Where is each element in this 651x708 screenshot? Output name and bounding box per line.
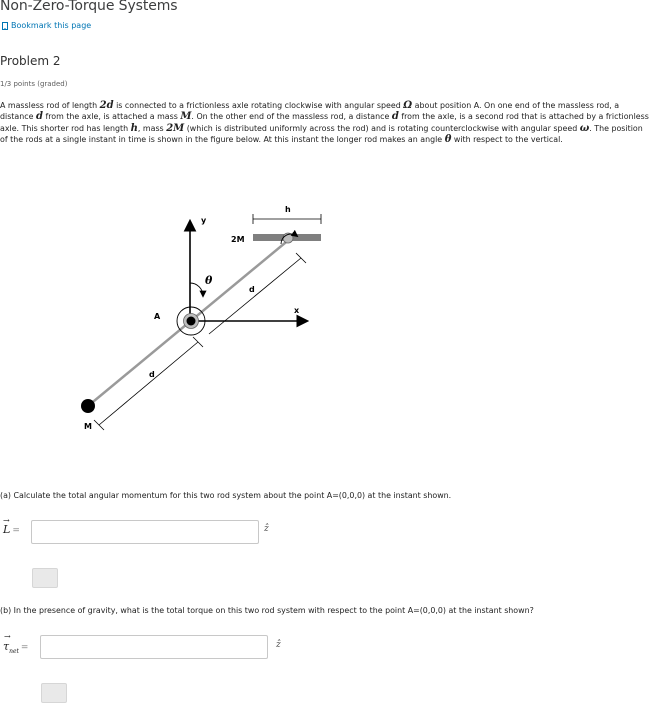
part-b-submit-button[interactable] — [41, 683, 67, 703]
statement-text: from the axle, is a second rod that is attached by a frictionless axle. This shorter rod has length — [0, 112, 649, 133]
y-axis-label: y — [201, 216, 207, 225]
math-variable: θ — [444, 133, 452, 145]
h-label: h — [285, 205, 291, 214]
part-b-symbol: τ — [3, 640, 10, 653]
statement-text: , mass — [137, 123, 167, 133]
bookmark-label: Bookmark this page — [11, 21, 92, 30]
part-a-equals: = — [12, 526, 20, 536]
dimension-tick — [94, 420, 104, 430]
dimension-tick — [296, 253, 306, 263]
math-variable: ω — [579, 122, 590, 134]
part-a-submit-button[interactable] — [32, 568, 58, 588]
part-b-unit: ẑ — [276, 640, 281, 650]
part-b-label: → $\tau_{net}$ = — [3, 632, 29, 656]
bookmark-link[interactable] — [2, 21, 91, 30]
statement-text: about position A. On one end of the massless rod, a distance — [0, 101, 620, 122]
math-variable: d — [391, 111, 399, 123]
net-torque-input[interactable] — [40, 635, 268, 659]
math-variable: d — [35, 111, 43, 123]
statement-text: . The position of the rods at a single instant in time is shown in the figure below. At this instant the longer rod makes an angle — [0, 123, 643, 144]
d-label-upper: d — [249, 285, 255, 294]
part-a-label: → L = — [3, 516, 20, 536]
statement-text: from the axle, is attached a mass — [42, 112, 181, 122]
statement-text: A massless rod of length — [0, 101, 100, 110]
points-badge: 1/3 points (graded) — [0, 80, 68, 88]
math-variable: 2d — [99, 100, 114, 111]
label-2M: 2M — [231, 235, 245, 244]
mass-M — [81, 399, 95, 413]
math-variable: Ω — [403, 100, 413, 111]
statement-text: . On the other end of the massless rod, a distance — [191, 112, 392, 122]
problem-title: Problem 2 — [0, 54, 61, 68]
label-A: A — [154, 312, 161, 321]
physics-figure — [70, 196, 350, 436]
theta-arc — [190, 283, 203, 296]
statement-text: is connected to a frictionless axle rotating clockwise with angular speed — [113, 101, 404, 110]
problem-statement — [0, 100, 649, 145]
angular-momentum-input[interactable] — [31, 520, 259, 544]
page-title: Non-Zero-Torque Systems — [0, 0, 178, 14]
d-label-lower: d — [149, 370, 155, 379]
bookmark-icon — [2, 22, 8, 30]
label-M: M — [84, 422, 92, 431]
part-b-equals: = — [20, 643, 29, 653]
part-a-question: (a) Calculate the total angular momentum for this two rod system about the point A=(0,0,0) at the instant shown. — [0, 491, 452, 500]
statement-text: with respect to the vertical. — [451, 134, 563, 144]
axle-center — [187, 317, 196, 326]
statement-text: (which is distributed uniformly across the rod) and is rotating counterclockwise with angular speed — [184, 123, 580, 133]
math-variable: 2M — [166, 122, 185, 134]
part-b-question: (b) In the presence of gravity, what is the total torque on this two rod system with respect to the point A=(0,0,0) at the instant shown? — [0, 606, 534, 615]
dimension-tick — [193, 337, 203, 347]
math-variable: M — [180, 111, 192, 123]
part-b-subscript: net — [9, 648, 19, 656]
theta-label: θ — [205, 274, 213, 287]
part-a-symbol: L — [3, 523, 11, 536]
math-variable: h — [130, 122, 138, 134]
x-axis-label: x — [294, 306, 300, 315]
part-a-unit: ẑ — [264, 524, 269, 534]
